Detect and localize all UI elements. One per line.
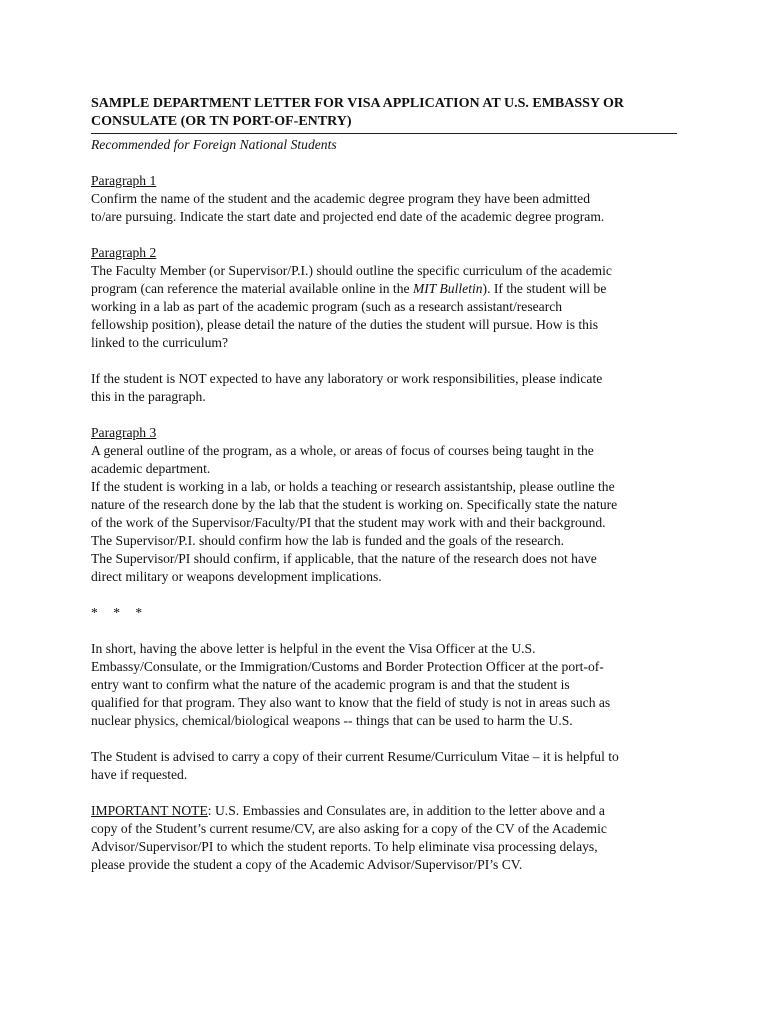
text-line: nature of the research done by the lab that the student is working on. Specifically state the nature — [91, 497, 618, 512]
mit-bulletin-reference: MIT Bulletin — [412, 281, 483, 296]
text-line: to/are pursuing. Indicate the start date and projected end date of the academic degree program. — [91, 209, 605, 224]
text-line: In short, having the above letter is helpful in the event the Visa Officer at the U.S. — [91, 641, 536, 656]
text-segment: : U.S. Embassies and Consulates are, in addition to the letter above and a — [207, 803, 605, 818]
section-separator: * * * — [91, 605, 149, 620]
text-line: academic department. — [91, 461, 211, 476]
text-line: fellowship position), please detail the nature of the duties the student will pursue. How is this — [91, 317, 599, 332]
paragraph-3-body — [91, 442, 681, 586]
text-line: Confirm the name of the student and the academic degree program they have been admitted — [91, 191, 590, 206]
document-title — [91, 95, 677, 134]
text-segment: program (can reference the material available online in the — [91, 281, 413, 296]
text-line — [91, 280, 681, 298]
document-subtitle: Recommended for Foreign National Students — [91, 137, 337, 152]
text-line: this in the paragraph. — [91, 389, 206, 404]
text-line: The Supervisor/P.I. should confirm how the lab is funded and the goals of the research. — [91, 533, 565, 548]
text-line: direct military or weapons development implications. — [91, 569, 382, 584]
text-line: The Student is advised to carry a copy of their current Resume/Curriculum Vitae – it is helpful to — [91, 749, 619, 764]
summary-paragraph — [91, 640, 681, 730]
text-line: The Faculty Member (or Supervisor/P.I.) should outline the specific curriculum of the academic — [91, 263, 612, 278]
text-line: please provide the student a copy of the Academic Advisor/Supervisor/PI’s CV. — [91, 857, 523, 872]
text-line: The Supervisor/PI should confirm, if applicable, that the nature of the research does not have — [91, 551, 597, 566]
paragraph-1-heading: Paragraph 1 — [91, 173, 157, 188]
text-line: Embassy/Consulate, or the Immigration/Customs and Border Protection Officer at the port-of- — [91, 659, 604, 674]
paragraph-2-extra — [91, 370, 681, 406]
resume-paragraph — [91, 748, 681, 784]
paragraph-3-heading: Paragraph 3 — [91, 425, 157, 440]
important-note-paragraph — [91, 802, 681, 874]
text-line: If the student is NOT expected to have any laboratory or work responsibilities, please indicate — [91, 371, 603, 386]
document-page — [91, 95, 681, 874]
title-line: SAMPLE DEPARTMENT LETTER FOR VISA APPLICATION AT U.S. EMBASSY OR — [91, 96, 625, 111]
paragraph-2-body — [91, 262, 681, 352]
text-line: have if requested. — [91, 767, 188, 782]
text-line: entry want to confirm what the nature of the academic program is and that the student is — [91, 677, 570, 692]
paragraph-2-heading: Paragraph 2 — [91, 245, 157, 260]
text-segment: ). If the student will be — [482, 281, 607, 296]
title-line: CONSULATE (OR TN PORT-OF-ENTRY) — [91, 114, 352, 129]
text-line: copy of the Student’s current resume/CV, are also asking for a copy of the CV of the Academic — [91, 821, 607, 836]
paragraph-1-body — [91, 190, 681, 226]
text-line: If the student is working in a lab, or holds a teaching or research assistantship, please outline the — [91, 479, 615, 494]
text-line: nuclear physics, chemical/biological weapons -- things that can be used to harm the U.S. — [91, 713, 573, 728]
text-line: qualified for that program. They also want to know that the field of study is not in areas such as — [91, 695, 611, 710]
text-line: Advisor/Supervisor/PI to which the student reports. To help eliminate visa processing delays, — [91, 839, 598, 854]
text-line: working in a lab as part of the academic program (such as a research assistant/research — [91, 299, 563, 314]
text-line — [91, 802, 681, 820]
text-line: A general outline of the program, as a whole, or areas of focus of courses being taught in the — [91, 443, 594, 458]
text-line: of the work of the Supervisor/Faculty/PI that the student may work with and their background. — [91, 515, 606, 530]
important-note-label: IMPORTANT NOTE — [91, 803, 208, 818]
text-line: linked to the curriculum? — [91, 335, 229, 350]
